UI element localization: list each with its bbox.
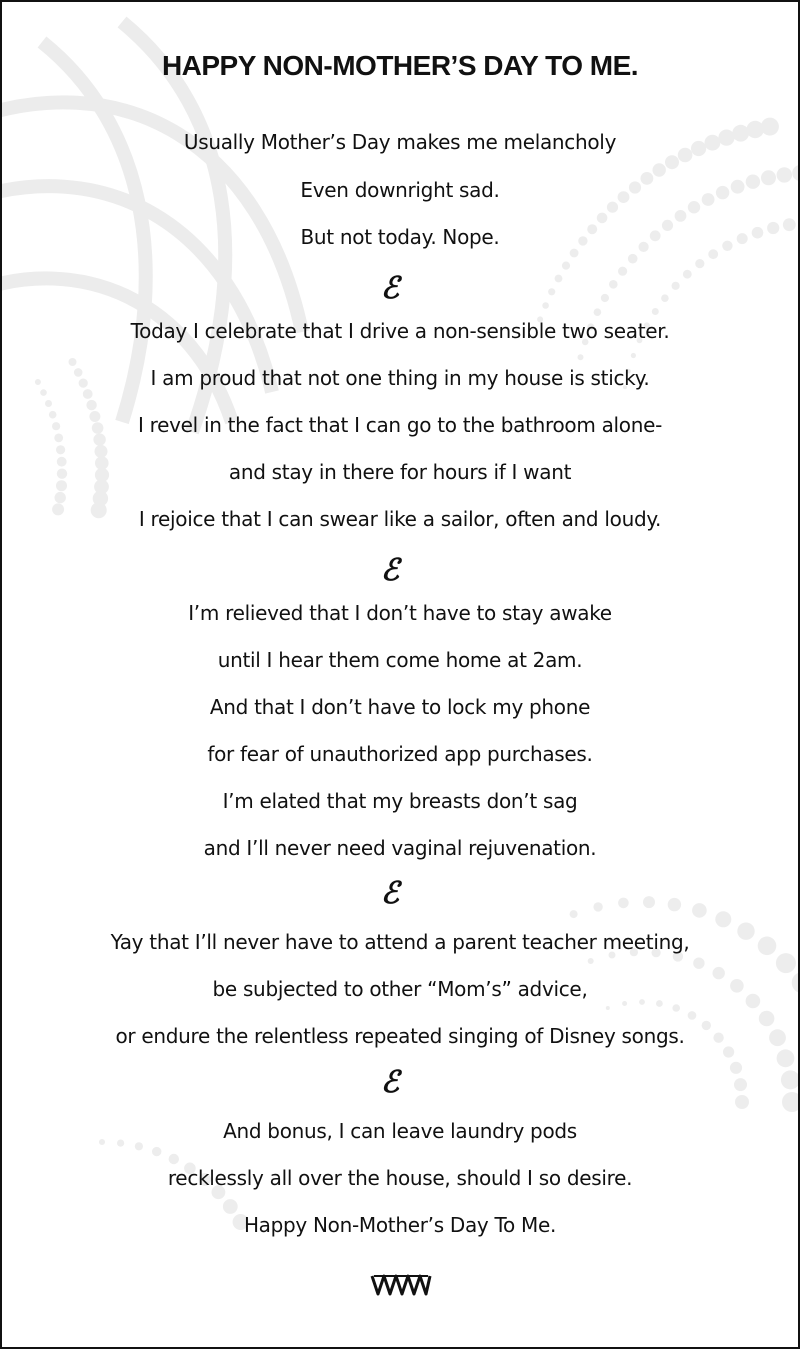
poem-line: Today I celebrate that I drive a non-sensible two seater. [130, 319, 670, 343]
poem-line: and I’ll never need vaginal rejuvenation. [203, 836, 597, 860]
poem-line: I am proud that not one thing in my house is sticky. [150, 366, 650, 390]
ornament-divider-icon: ℰ [380, 553, 400, 588]
poem-line: Yay that I’ll never have to attend a parent teacher meeting, [110, 930, 690, 954]
poem-line: I rejoice that I can swear like a sailor, often and loudy. [138, 507, 662, 531]
poem-line: or endure the relentless repeated singing of Disney songs. [115, 1024, 685, 1048]
poem-line: I revel in the fact that I can go to the bathroom alone- [137, 413, 663, 437]
ornament-divider-icon: ℰ [380, 271, 400, 306]
poem-line: be subjected to other “Mom’s” advice, [212, 977, 588, 1001]
poem-line: recklessly all over the house, should I so desire. [167, 1166, 633, 1190]
background-pattern [2, 2, 800, 1349]
poem-line: until I hear them come home at 2am. [217, 648, 583, 672]
poem-line: I’m elated that my breasts don’t sag [222, 789, 578, 813]
poem-line: Even downright sad. [300, 178, 500, 202]
poem-line: for fear of unauthorized app purchases. [207, 742, 593, 766]
zigzag-end-mark-icon [370, 1274, 432, 1296]
poem-line: Happy Non-Mother’s Day To Me. [243, 1213, 557, 1237]
ornament-divider-icon: ℰ [380, 1065, 400, 1100]
poem-line: And that I don’t have to lock my phone [209, 695, 591, 719]
poem-line: I’m relieved that I don’t have to stay awake [188, 601, 612, 625]
poem-line: And bonus, I can leave laundry pods [223, 1119, 577, 1143]
poem-line: Usually Mother’s Day makes me melancholy [183, 130, 617, 154]
poem-line: But not today. Nope. [300, 225, 500, 249]
ornament-divider-icon: ℰ [380, 876, 400, 911]
poem-title: HAPPY NON-MOTHER’S DAY TO ME. [161, 50, 639, 81]
poem-line: and stay in there for hours if I want [228, 460, 572, 484]
